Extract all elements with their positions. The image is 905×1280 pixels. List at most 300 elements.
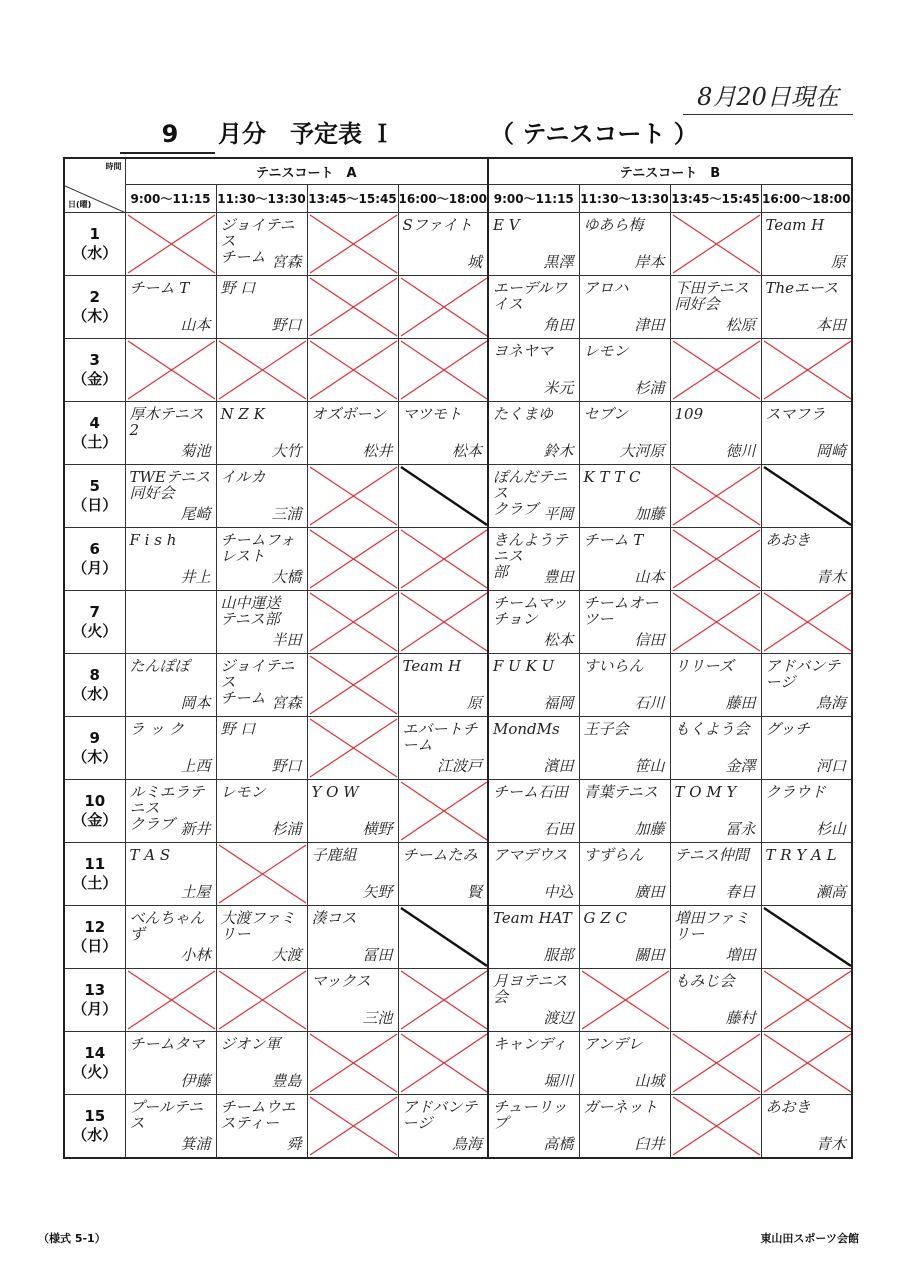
day-number: 13 — [84, 981, 106, 999]
slot-cell[interactable] — [307, 465, 398, 528]
cancel-cross-mark — [308, 1095, 399, 1157]
slot-cell[interactable] — [488, 528, 579, 591]
time-slot-header: 9:00～11:15 — [488, 185, 579, 213]
day-row — [64, 717, 852, 780]
cancel-cross-mark — [762, 969, 853, 1031]
team-name: 子鹿組 — [311, 846, 357, 864]
cancel-cross-mark — [399, 1032, 489, 1094]
slot-cell[interactable] — [670, 465, 761, 528]
date-cell — [64, 780, 125, 843]
team-name: アンデレ — [583, 1035, 643, 1053]
representative-name: 笹山 — [634, 757, 665, 775]
slot-cell[interactable] — [307, 780, 398, 843]
date-cell — [64, 1095, 125, 1159]
slot-cell[interactable] — [761, 654, 852, 717]
slot-cell[interactable] — [761, 1032, 852, 1095]
slot-cell[interactable] — [307, 654, 398, 717]
cancel-cross-mark — [399, 339, 489, 401]
representative-name: 青木 — [815, 568, 846, 586]
representative-name: 野口 — [271, 757, 302, 775]
slot-cell[interactable] — [488, 906, 579, 969]
team-name: 野 口 — [220, 279, 256, 297]
slot-cell[interactable] — [670, 1032, 761, 1095]
date-cell — [64, 276, 125, 339]
slot-cell[interactable] — [488, 780, 579, 843]
slot-cell[interactable] — [579, 213, 670, 276]
representative-name: 増田 — [725, 946, 756, 964]
corner-time-label: 時間 — [105, 162, 122, 171]
team-name: エーデルワイス — [493, 279, 568, 313]
team-name: F U K U — [493, 657, 555, 675]
time-slot-row — [64, 185, 852, 213]
day-number: 8 — [89, 666, 100, 684]
slot-cell[interactable] — [670, 717, 761, 780]
team-name: キャンディ — [493, 1035, 567, 1053]
slot-cell[interactable] — [125, 402, 216, 465]
page-title: 月分 予定表 Ｉ — [218, 120, 395, 148]
slot-cell[interactable] — [307, 906, 398, 969]
slot-cell[interactable] — [670, 969, 761, 1032]
slot-cell[interactable] — [761, 1095, 852, 1159]
representative-name: 平岡 — [543, 505, 574, 523]
day-row — [64, 969, 852, 1032]
representative-name: 石田 — [543, 820, 574, 838]
weekday-label: （金） — [72, 811, 118, 829]
cancel-cross-mark — [126, 969, 217, 1031]
slot-cell[interactable] — [670, 906, 761, 969]
slot-cell[interactable] — [761, 717, 852, 780]
slot-cell[interactable] — [398, 591, 488, 654]
cancel-cross-mark — [671, 213, 762, 275]
day-number: 7 — [89, 603, 100, 621]
slot-cell[interactable] — [579, 780, 670, 843]
slot-cell[interactable] — [398, 1095, 488, 1159]
slot-cell[interactable] — [307, 843, 398, 906]
representative-name: 山本 — [180, 316, 211, 334]
weekday-label: （水） — [72, 244, 118, 262]
team-name: すいらん — [583, 657, 644, 675]
team-name: たんぽぽ — [129, 657, 190, 675]
team-name: グッチ — [765, 720, 810, 738]
slot-cell[interactable] — [398, 465, 488, 528]
day-row — [64, 402, 852, 465]
cancel-cross-mark — [399, 780, 489, 842]
slot-cell[interactable] — [579, 717, 670, 780]
team-name: 下田テニス 同好会 — [674, 279, 749, 313]
team-name: G Z C — [583, 909, 627, 927]
slot-cell[interactable] — [670, 780, 761, 843]
cancel-cross-mark — [671, 591, 762, 653]
representative-name: 金澤 — [725, 757, 756, 775]
slot-cell[interactable] — [761, 591, 852, 654]
representative-name: 井上 — [180, 568, 211, 586]
representative-name: 山城 — [634, 1072, 665, 1090]
weekday-label: （水） — [72, 685, 118, 703]
team-name: べんちゃんず — [129, 909, 205, 943]
representative-name: 横野 — [362, 820, 393, 838]
team-name: T O M Y — [674, 783, 737, 801]
team-name: E V — [493, 216, 520, 234]
team-name: ガーネット — [583, 1098, 658, 1116]
slot-cell[interactable] — [488, 1032, 579, 1095]
slot-cell[interactable] — [307, 402, 398, 465]
slot-cell[interactable] — [216, 465, 307, 528]
slot-cell[interactable] — [125, 213, 216, 276]
date-cell — [64, 213, 125, 276]
day-number: 12 — [84, 918, 106, 936]
representative-name: 江波戸 — [436, 757, 482, 775]
slot-cell[interactable] — [125, 969, 216, 1032]
representative-name: 中込 — [543, 883, 574, 901]
representative-name: 岡崎 — [815, 442, 846, 460]
date-cell — [64, 339, 125, 402]
slot-cell[interactable] — [488, 402, 579, 465]
day-row — [64, 213, 852, 276]
slot-cell[interactable] — [398, 906, 488, 969]
slot-cell[interactable] — [398, 402, 488, 465]
slot-cell[interactable] — [398, 213, 488, 276]
team-name: ヨネヤマ — [493, 342, 554, 360]
slot-cell[interactable] — [761, 969, 852, 1032]
slot-cell[interactable] — [579, 276, 670, 339]
team-name: チューリップ — [493, 1098, 567, 1132]
team-name: あおき — [765, 531, 811, 549]
team-name: 大渡ファミリー — [220, 909, 296, 943]
slot-cell[interactable] — [216, 654, 307, 717]
slot-cell[interactable] — [670, 213, 761, 276]
slot-cell[interactable] — [125, 843, 216, 906]
slot-cell[interactable] — [216, 1095, 307, 1159]
team-name: アドバンテージ — [402, 1098, 478, 1132]
slot-cell[interactable] — [216, 717, 307, 780]
team-name: チームウエスティー — [220, 1098, 296, 1132]
slot-cell[interactable] — [670, 591, 761, 654]
cancel-cross-mark — [762, 591, 853, 653]
representative-name: 岸本 — [634, 253, 665, 271]
team-name: Team HAT — [493, 909, 572, 927]
representative-name: 山本 — [634, 568, 665, 586]
slot-cell[interactable] — [216, 339, 307, 402]
slot-cell[interactable] — [579, 402, 670, 465]
closed-slash-mark — [762, 465, 853, 527]
slot-cell[interactable] — [216, 906, 307, 969]
slot-cell[interactable] — [125, 276, 216, 339]
slot-cell[interactable] — [761, 528, 852, 591]
team-name: ジョイテニス チーム — [220, 216, 295, 266]
representative-name: 原 — [466, 694, 482, 712]
slot-cell[interactable] — [125, 654, 216, 717]
representative-name: 三浦 — [271, 505, 302, 523]
representative-name: 徳川 — [725, 442, 756, 460]
representative-name: 舜 — [286, 1135, 302, 1153]
team-name: もくよう会 — [674, 720, 750, 738]
team-name: クラウド — [765, 783, 826, 801]
date-cell — [64, 969, 125, 1032]
team-name: チーム T — [129, 279, 190, 297]
team-name: すずらん — [583, 846, 644, 864]
representative-name: 關田 — [634, 946, 665, 964]
team-name: あおき — [765, 1098, 811, 1116]
slot-cell[interactable] — [216, 843, 307, 906]
closed-slash-mark — [399, 906, 489, 968]
representative-name: 豊島 — [271, 1072, 302, 1090]
day-row — [64, 1032, 852, 1095]
team-name: セブン — [583, 405, 628, 423]
slot-cell[interactable] — [579, 465, 670, 528]
slot-cell[interactable] — [398, 780, 488, 843]
court-a-header: テニスコート A — [125, 158, 488, 185]
slot-cell[interactable] — [761, 465, 852, 528]
cancel-cross-mark — [580, 969, 671, 1031]
slot-cell[interactable] — [398, 276, 488, 339]
cancel-cross-mark — [308, 276, 399, 338]
representative-name: 宮森 — [271, 694, 302, 712]
slot-cell[interactable] — [579, 906, 670, 969]
team-name: チームマッチョン — [493, 594, 568, 628]
team-name: スマフラ — [765, 405, 826, 423]
representative-name: 黒澤 — [543, 253, 574, 271]
slot-cell[interactable] — [307, 1095, 398, 1159]
slot-cell[interactable] — [488, 591, 579, 654]
cancel-cross-mark — [762, 339, 853, 401]
representative-name: 信田 — [634, 631, 665, 649]
day-number: 3 — [89, 351, 100, 369]
slot-cell[interactable] — [488, 717, 579, 780]
slot-cell[interactable] — [398, 339, 488, 402]
as-of-date: 8月20日現在 — [683, 80, 853, 115]
slot-cell[interactable] — [488, 843, 579, 906]
slot-cell[interactable] — [216, 591, 307, 654]
weekday-label: （金） — [72, 370, 118, 388]
slot-cell[interactable] — [125, 591, 216, 654]
cancel-cross-mark — [671, 1032, 762, 1094]
venue-name: 東山田スポーツ会館 — [760, 1232, 859, 1245]
team-name: 月ヨテニス会 — [493, 972, 568, 1006]
representative-name: 服部 — [543, 946, 574, 964]
team-name: 王子会 — [583, 720, 629, 738]
slot-cell[interactable] — [216, 780, 307, 843]
slot-cell[interactable] — [307, 969, 398, 1032]
form-number: （様式 5-1） — [38, 1232, 106, 1245]
slot-cell[interactable] — [670, 843, 761, 906]
representative-name: 伊藤 — [180, 1072, 211, 1090]
representative-name: 廣田 — [634, 883, 665, 901]
month-underline — [120, 152, 215, 154]
team-name: ジオン軍 — [220, 1035, 281, 1053]
slot-cell[interactable] — [216, 402, 307, 465]
slot-cell[interactable] — [670, 528, 761, 591]
representative-name: 箕浦 — [180, 1135, 211, 1153]
slot-cell[interactable] — [670, 402, 761, 465]
slot-cell[interactable] — [125, 465, 216, 528]
representative-name: 石川 — [634, 694, 665, 712]
date-cell — [64, 654, 125, 717]
team-name: ルミエラテニス クラブ — [129, 783, 205, 833]
slot-cell[interactable] — [761, 276, 852, 339]
cancel-cross-mark — [671, 465, 762, 527]
representative-name: 津田 — [634, 316, 665, 334]
slot-cell[interactable] — [307, 591, 398, 654]
team-name: アロハ — [583, 279, 629, 297]
slot-cell[interactable] — [761, 906, 852, 969]
slot-cell[interactable] — [670, 1095, 761, 1159]
team-name: リリーズ — [674, 657, 734, 675]
team-name: チーム石田 — [493, 783, 569, 801]
team-name: Y O W — [311, 783, 359, 801]
weekday-label: （月） — [72, 559, 118, 577]
team-name: イルカ — [220, 468, 266, 486]
weekday-label: （水） — [72, 1126, 118, 1144]
slot-cell[interactable] — [761, 213, 852, 276]
representative-name: 藤田 — [725, 694, 756, 712]
slot-cell[interactable] — [125, 780, 216, 843]
slot-cell[interactable] — [216, 528, 307, 591]
team-name: ゆあら梅 — [583, 216, 644, 234]
day-number: 6 — [89, 540, 100, 558]
slot-cell[interactable] — [488, 465, 579, 528]
slot-cell[interactable] — [398, 528, 488, 591]
cancel-cross-mark — [399, 276, 489, 338]
slot-cell[interactable] — [670, 654, 761, 717]
cancel-cross-mark — [399, 969, 489, 1031]
representative-name: 上西 — [180, 757, 211, 775]
team-name: 厚木テニス2 — [129, 405, 204, 439]
slot-cell[interactable] — [579, 528, 670, 591]
slot-cell[interactable] — [398, 1032, 488, 1095]
day-number: 10 — [84, 792, 106, 810]
slot-cell[interactable] — [488, 654, 579, 717]
slot-cell[interactable] — [125, 1095, 216, 1159]
team-name: MondMs — [493, 720, 560, 738]
team-name: アドバンテージ — [765, 657, 841, 691]
representative-name: 鳥海 — [815, 694, 846, 712]
date-cell — [64, 1032, 125, 1095]
slot-cell[interactable] — [488, 1095, 579, 1159]
day-row — [64, 654, 852, 717]
cancel-cross-mark — [399, 591, 489, 653]
slot-cell[interactable] — [579, 1095, 670, 1159]
slot-cell[interactable] — [216, 213, 307, 276]
team-name: Team H — [402, 657, 462, 675]
slot-cell[interactable] — [307, 717, 398, 780]
slot-cell[interactable] — [398, 717, 488, 780]
slot-cell[interactable] — [125, 1032, 216, 1095]
slot-cell[interactable] — [216, 969, 307, 1032]
slot-cell[interactable] — [761, 339, 852, 402]
representative-name: 松井 — [362, 442, 393, 460]
slot-cell[interactable] — [488, 276, 579, 339]
slot-cell[interactable] — [488, 969, 579, 1032]
representative-name: 土屋 — [180, 883, 211, 901]
team-name: ぽんだテニス クラブ — [493, 468, 568, 518]
team-name: 野 口 — [220, 720, 256, 738]
slot-cell[interactable] — [579, 969, 670, 1032]
team-name: たくまゆ — [493, 405, 554, 423]
cancel-cross-mark — [671, 528, 762, 590]
representative-name: 松本 — [543, 631, 574, 649]
time-slot-header: 13:45～15:45 — [670, 185, 761, 213]
slot-cell[interactable] — [125, 906, 216, 969]
representative-name: 角田 — [543, 316, 574, 334]
schedule-body — [64, 213, 852, 1159]
team-name: レモン — [220, 783, 266, 801]
representative-name: 新井 — [180, 820, 211, 838]
representative-name: 藤村 — [725, 1009, 756, 1027]
representative-name: 賢 — [466, 883, 482, 901]
day-row — [64, 780, 852, 843]
slot-cell[interactable] — [761, 780, 852, 843]
date-cell — [64, 591, 125, 654]
slot-cell[interactable] — [307, 1032, 398, 1095]
representative-name: 大渡 — [271, 946, 302, 964]
team-name: 山中運送 テニス部 — [220, 594, 281, 628]
day-row — [64, 465, 852, 528]
slot-cell[interactable] — [125, 717, 216, 780]
slot-cell[interactable] — [488, 339, 579, 402]
slot-cell[interactable] — [579, 339, 670, 402]
representative-name: 三池 — [362, 1009, 393, 1027]
slot-cell[interactable] — [398, 843, 488, 906]
weekday-label: （木） — [72, 748, 118, 766]
representative-name: 春日 — [725, 883, 756, 901]
slot-cell[interactable] — [761, 402, 852, 465]
date-cell — [64, 843, 125, 906]
date-cell — [64, 717, 125, 780]
slot-cell[interactable] — [216, 1032, 307, 1095]
cancel-cross-mark — [399, 528, 489, 590]
slot-cell[interactable] — [579, 591, 670, 654]
slot-cell[interactable] — [307, 528, 398, 591]
day-row — [64, 528, 852, 591]
slot-cell[interactable] — [307, 213, 398, 276]
day-number: 4 — [89, 414, 100, 432]
slot-cell[interactable] — [398, 969, 488, 1032]
slot-cell[interactable] — [670, 276, 761, 339]
team-name: エバートチーム — [402, 720, 478, 754]
slot-cell[interactable] — [579, 843, 670, 906]
date-cell — [64, 465, 125, 528]
slot-cell[interactable] — [125, 528, 216, 591]
slot-cell[interactable] — [579, 1032, 670, 1095]
cancel-cross-mark — [217, 969, 308, 1031]
cancel-cross-mark — [671, 339, 762, 401]
team-name: テニス仲間 — [674, 846, 749, 864]
representative-name: 河口 — [815, 757, 846, 775]
team-name: 109 — [674, 405, 704, 423]
cancel-cross-mark — [308, 591, 399, 653]
slot-cell[interactable] — [307, 339, 398, 402]
day-number: 2 — [89, 288, 100, 306]
day-number: 11 — [84, 855, 106, 873]
slot-cell[interactable] — [398, 654, 488, 717]
representative-name: 青木 — [815, 1135, 846, 1153]
representative-name: 大竹 — [271, 442, 302, 460]
day-number: 15 — [84, 1107, 106, 1125]
representative-name: 米元 — [543, 379, 574, 397]
slot-cell[interactable] — [761, 843, 852, 906]
slot-cell[interactable] — [579, 654, 670, 717]
representative-name: 菊池 — [180, 442, 211, 460]
slot-cell[interactable] — [307, 276, 398, 339]
team-name: T R Y A L — [765, 846, 837, 864]
slot-cell[interactable] — [670, 339, 761, 402]
slot-cell[interactable] — [488, 213, 579, 276]
cancel-cross-mark — [308, 213, 399, 275]
slot-cell[interactable] — [216, 276, 307, 339]
team-name: Sファイト — [402, 216, 473, 234]
day-row — [64, 276, 852, 339]
slot-cell[interactable] — [125, 339, 216, 402]
